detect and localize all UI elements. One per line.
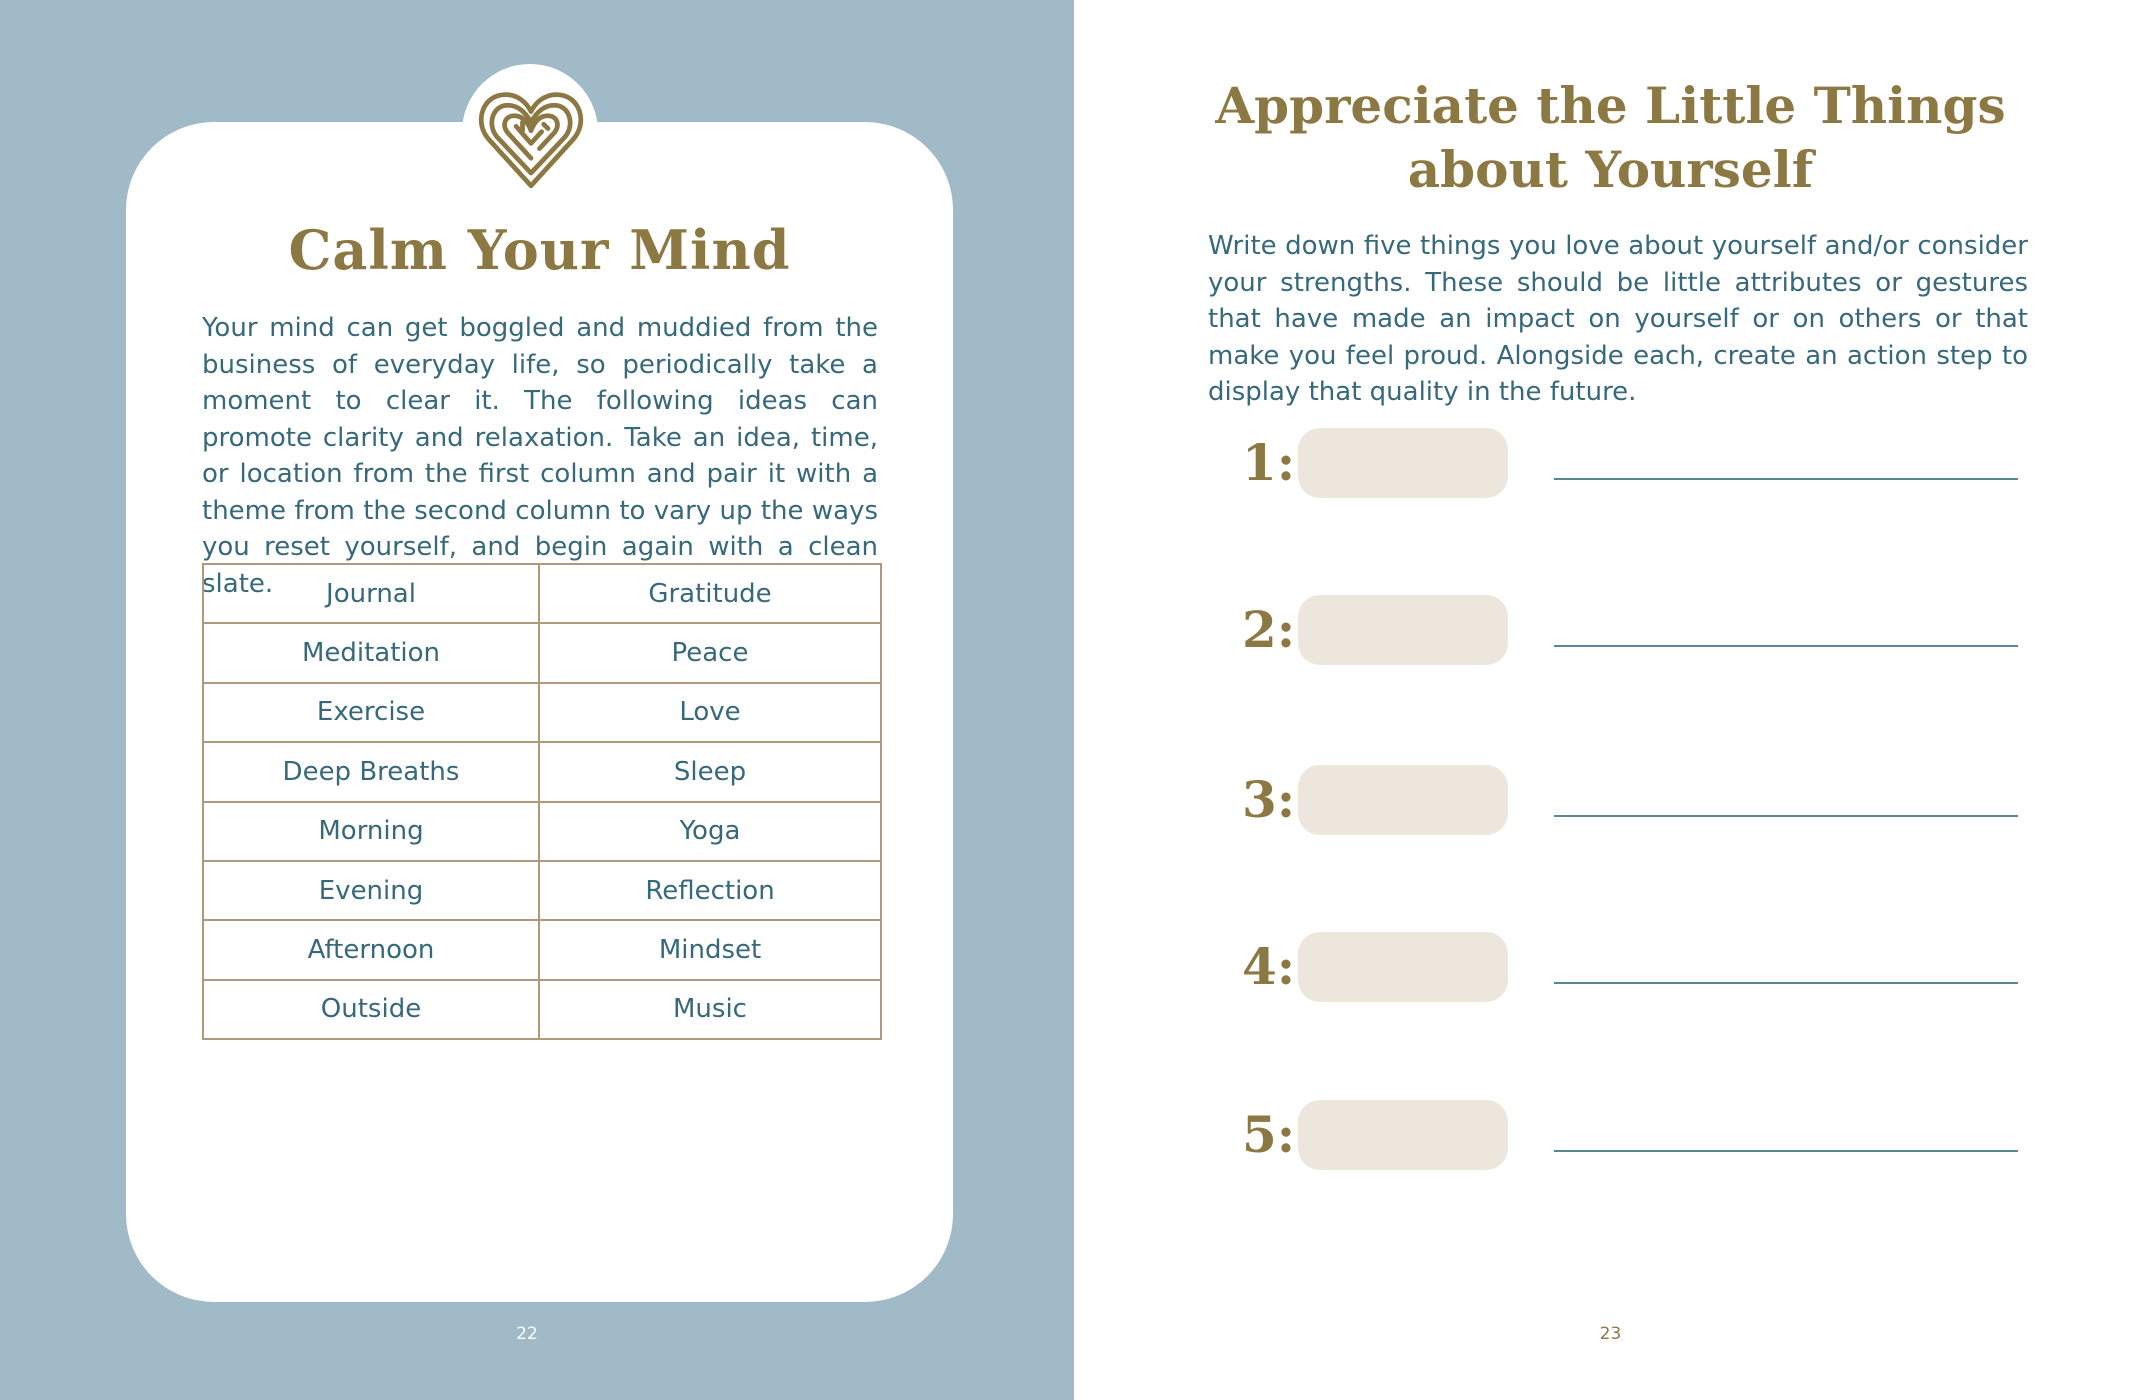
table-cell: Exercise <box>203 683 539 742</box>
page-number: 23 <box>1599 1324 1622 1344</box>
table-cell: Afternoon <box>203 920 539 979</box>
table-row <box>203 920 881 979</box>
table-cell: Yoga <box>539 802 881 861</box>
table-cell: Sleep <box>539 742 881 801</box>
title-line: about Yourself <box>1407 140 1814 199</box>
entry-row <box>1074 765 2147 835</box>
table-cell: Reflection <box>539 861 881 920</box>
entry-number: 1: <box>1242 433 1296 492</box>
table-cell: Gratitude <box>539 564 881 623</box>
table-row <box>203 742 881 801</box>
entry-box[interactable] <box>1298 932 1508 1002</box>
heart-maze-icon <box>478 84 584 190</box>
page-number: 22 <box>516 1324 538 1344</box>
table-cell: Deep Breaths <box>203 742 539 801</box>
table-row <box>203 564 881 623</box>
entry-write-line[interactable] <box>1554 645 2018 647</box>
entry-number: 4: <box>1242 937 1296 996</box>
table-row <box>203 861 881 920</box>
ideas-table <box>202 563 882 1040</box>
entry-row <box>1074 1100 2147 1170</box>
table-cell: Music <box>539 980 881 1039</box>
table-row <box>203 683 881 742</box>
entry-write-line[interactable] <box>1554 478 2018 480</box>
instructions-paragraph: Write down five things you love about yourself and/or consider your strengths. These should be little attributes or gestures that have made an impact on yourself or on others or that make you feel proud. Alongside each, create an action step to display that quality in the future. <box>1208 231 2028 407</box>
table-cell: Meditation <box>203 623 539 682</box>
table-cell: Evening <box>203 861 539 920</box>
table-row <box>203 980 881 1039</box>
table-cell: Journal <box>203 564 539 623</box>
entry-number: 5: <box>1242 1105 1296 1164</box>
page-title <box>1074 74 2147 202</box>
entry-box[interactable] <box>1298 765 1508 835</box>
table-cell: Love <box>539 683 881 742</box>
table-cell: Morning <box>203 802 539 861</box>
entry-box[interactable] <box>1298 1100 1508 1170</box>
right-page <box>1074 0 2147 1400</box>
entry-row <box>1074 932 2147 1002</box>
entry-box[interactable] <box>1298 595 1508 665</box>
table-cell: Outside <box>203 980 539 1039</box>
entry-number: 2: <box>1242 600 1296 659</box>
title-line: Appreciate the Little Things <box>1215 76 2006 135</box>
entry-box[interactable] <box>1298 428 1508 498</box>
intro-paragraph: Your mind can get boggled and muddied from the business of everyday life, so periodically take a moment to clear it. The following ideas can promote clarity and relaxation. Take an idea, time, or location from the first column and pair it with a theme from the second column to vary up the ways you reset yourself, and begin again with a clean slate. <box>202 313 878 599</box>
entry-write-line[interactable] <box>1554 982 2018 984</box>
entry-write-line[interactable] <box>1554 815 2018 817</box>
table-cell: Peace <box>539 623 881 682</box>
table-row <box>203 802 881 861</box>
table-row <box>203 623 881 682</box>
entry-row <box>1074 595 2147 665</box>
table-cell: Mindset <box>539 920 881 979</box>
page-title: Calm Your Mind <box>288 218 791 282</box>
entry-row <box>1074 428 2147 498</box>
entry-number: 3: <box>1242 770 1296 829</box>
entry-write-line[interactable] <box>1554 1150 2018 1152</box>
